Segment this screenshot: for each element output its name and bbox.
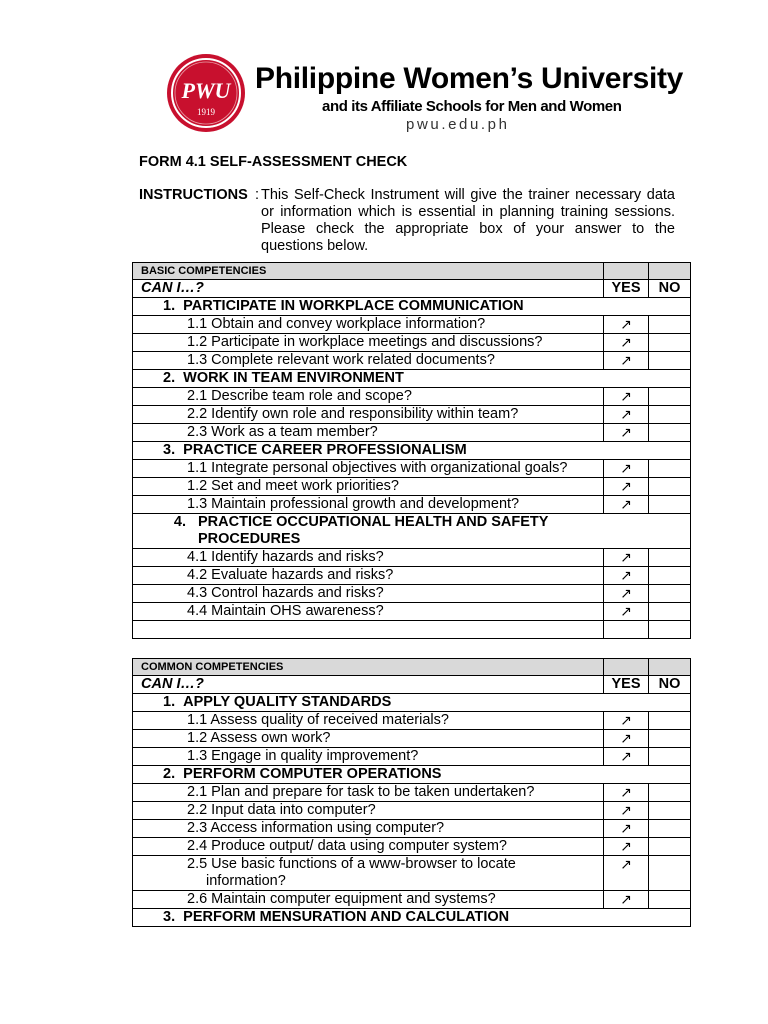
table-row <box>133 585 691 603</box>
section-heading: COMMON COMPETENCIES <box>133 659 604 676</box>
yes-checkbox[interactable]: ↗ <box>604 820 649 838</box>
group-title-line2: PROCEDURES <box>198 531 301 547</box>
question-text: 2.6 Maintain computer equipment and systems? <box>133 891 604 909</box>
question-text: 4.3 Control hazards and risks? <box>133 585 604 603</box>
group-heading-row <box>133 694 691 712</box>
instructions-text: This Self-Check Instrument will give the trainer necessary data or information which is essential in planning training sessions. Please check the appropriate box of your answer to the questions below. <box>261 187 675 254</box>
blank-row <box>133 621 691 639</box>
section-header-row <box>133 659 691 676</box>
no-checkbox[interactable] <box>649 334 691 352</box>
no-checkbox[interactable] <box>649 388 691 406</box>
table-row <box>133 820 691 838</box>
question-text: 2.2 Input data into computer? <box>133 802 604 820</box>
yes-checkbox[interactable]: ↗ <box>604 388 649 406</box>
question-text: 1.2 Assess own work? <box>133 730 604 748</box>
can-i-label: CAN I…? <box>133 280 604 298</box>
table-row <box>133 549 691 567</box>
svg-text:PWU: PWU <box>181 78 231 103</box>
table-row <box>133 334 691 352</box>
question-text: 1.1 Assess quality of received materials? <box>133 712 604 730</box>
group-number: 2. <box>163 370 176 386</box>
no-checkbox[interactable] <box>649 730 691 748</box>
yes-checkbox[interactable]: ↗ <box>604 316 649 334</box>
common-competencies-table <box>132 658 691 927</box>
no-checkbox[interactable] <box>649 856 691 891</box>
no-checkbox[interactable] <box>649 838 691 856</box>
table-row <box>133 496 691 514</box>
yes-checkbox[interactable]: ↗ <box>604 460 649 478</box>
yes-checkbox[interactable]: ↗ <box>604 567 649 585</box>
question-text: 2.1 Plan and prepare for task to be taken undertaken? <box>133 784 604 802</box>
question-text <box>133 856 604 891</box>
yes-checkbox[interactable]: ↗ <box>604 802 649 820</box>
question-text: 1.3 Maintain professional growth and development? <box>133 496 604 514</box>
no-checkbox[interactable] <box>649 585 691 603</box>
group-title-line1: PRACTICE OCCUPATIONAL HEALTH AND SAFETY <box>198 514 549 530</box>
group-title: WORK IN TEAM ENVIRONMENT <box>183 370 404 386</box>
no-checkbox[interactable] <box>649 567 691 585</box>
group-number: 4. <box>173 514 186 530</box>
yes-checkbox[interactable]: ↗ <box>604 352 649 370</box>
basic-competencies-table <box>132 262 691 639</box>
table-row <box>133 388 691 406</box>
column-header-row <box>133 676 691 694</box>
yes-checkbox[interactable]: ↗ <box>604 585 649 603</box>
group-heading-row <box>133 442 691 460</box>
question-text: 1.3 Engage in quality improvement? <box>133 748 604 766</box>
instructions <box>139 187 675 255</box>
no-checkbox[interactable] <box>649 460 691 478</box>
group-heading-row <box>133 370 691 388</box>
question-text: 1.3 Complete relevant work related documents? <box>133 352 604 370</box>
table-row <box>133 802 691 820</box>
form-title: FORM 4.1 SELF-ASSESSMENT CHECK <box>139 154 408 170</box>
group-title: PRACTICE CAREER PROFESSIONALISM <box>183 442 467 458</box>
yes-header: YES <box>604 280 649 298</box>
question-text: 2.1 Describe team role and scope? <box>133 388 604 406</box>
table-row <box>133 730 691 748</box>
table-row <box>133 712 691 730</box>
no-checkbox[interactable] <box>649 712 691 730</box>
no-checkbox[interactable] <box>649 496 691 514</box>
group-heading-row <box>133 514 691 549</box>
yes-checkbox[interactable]: ↗ <box>604 496 649 514</box>
no-checkbox[interactable] <box>649 549 691 567</box>
no-checkbox[interactable] <box>649 784 691 802</box>
yes-checkbox[interactable]: ↗ <box>604 549 649 567</box>
instructions-label: INSTRUCTIONS <box>139 187 248 203</box>
table-row <box>133 460 691 478</box>
yes-checkbox[interactable]: ↗ <box>604 891 649 909</box>
yes-checkbox[interactable]: ↗ <box>604 478 649 496</box>
question-text: 2.3 Work as a team member? <box>133 424 604 442</box>
can-i-label: CAN I…? <box>133 676 604 694</box>
no-checkbox[interactable] <box>649 802 691 820</box>
table-row <box>133 838 691 856</box>
table-row <box>133 406 691 424</box>
yes-checkbox[interactable]: ↗ <box>604 838 649 856</box>
section-header-row <box>133 263 691 280</box>
no-checkbox[interactable] <box>649 748 691 766</box>
yes-checkbox[interactable]: ↗ <box>604 748 649 766</box>
no-checkbox[interactable] <box>649 406 691 424</box>
table-row <box>133 424 691 442</box>
question-text: 2.2 Identify own role and responsibility within team? <box>133 406 604 424</box>
group-title: APPLY QUALITY STANDARDS <box>183 694 392 710</box>
table-row <box>133 891 691 909</box>
group-title: PERFORM MENSURATION AND CALCULATION <box>183 909 510 925</box>
question-text: 2.4 Produce output/ data using computer system? <box>133 838 604 856</box>
no-checkbox[interactable] <box>649 352 691 370</box>
question-text: 1.1 Integrate personal objectives with organizational goals? <box>133 460 604 478</box>
group-title: PERFORM COMPUTER OPERATIONS <box>183 766 442 782</box>
instructions-colon: : <box>255 187 260 203</box>
yes-checkbox[interactable]: ↗ <box>604 334 649 352</box>
table-row <box>133 316 691 334</box>
no-checkbox[interactable] <box>649 478 691 496</box>
pwu-seal-logo <box>166 53 246 133</box>
university-subtitle: and its Affiliate Schools for Men and Women <box>322 98 622 115</box>
question-text: 1.2 Set and meet work priorities? <box>133 478 604 496</box>
university-url: pwu.edu.ph <box>406 116 510 133</box>
yes-checkbox[interactable]: ↗ <box>604 730 649 748</box>
yes-checkbox[interactable]: ↗ <box>604 406 649 424</box>
table-row <box>133 603 691 621</box>
table-row <box>133 478 691 496</box>
yes-checkbox[interactable]: ↗ <box>604 603 649 621</box>
group-title: PARTICIPATE IN WORKPLACE COMMUNICATION <box>183 298 524 314</box>
group-heading-row <box>133 298 691 316</box>
university-name: Philippine Women’s University <box>255 62 684 95</box>
question-line2: information? <box>206 873 286 889</box>
yes-header: YES <box>604 676 649 694</box>
group-heading-row <box>133 909 691 927</box>
question-text: 4.4 Maintain OHS awareness? <box>133 603 604 621</box>
yes-checkbox[interactable]: ↗ <box>604 784 649 802</box>
section-heading: BASIC COMPETENCIES <box>133 263 604 280</box>
group-number: 2. <box>163 766 176 782</box>
svg-text:1919: 1919 <box>197 107 215 117</box>
table-row <box>133 856 691 891</box>
no-header: NO <box>649 280 691 298</box>
group-number: 1. <box>163 298 176 314</box>
no-checkbox[interactable] <box>649 820 691 838</box>
yes-checkbox[interactable]: ↗ <box>604 712 649 730</box>
group-number: 3. <box>163 442 176 458</box>
group-number: 3. <box>163 909 176 925</box>
yes-checkbox[interactable]: ↗ <box>604 424 649 442</box>
question-text: 1.1 Obtain and convey workplace information? <box>133 316 604 334</box>
question-line1: 2.5 Use basic functions of a www-browser to locate <box>187 856 516 872</box>
table-row <box>133 352 691 370</box>
column-header-row <box>133 280 691 298</box>
no-checkbox[interactable] <box>649 316 691 334</box>
no-checkbox[interactable] <box>649 891 691 909</box>
question-text: 2.3 Access information using computer? <box>133 820 604 838</box>
question-text: 1.2 Participate in workplace meetings and discussions? <box>133 334 604 352</box>
yes-checkbox[interactable]: ↗ <box>604 856 649 891</box>
group-number: 1. <box>163 694 176 710</box>
group-heading-row <box>133 766 691 784</box>
table-row <box>133 784 691 802</box>
table-row <box>133 567 691 585</box>
no-checkbox[interactable] <box>649 603 691 621</box>
no-checkbox[interactable] <box>649 424 691 442</box>
no-header: NO <box>649 676 691 694</box>
question-text: 4.1 Identify hazards and risks? <box>133 549 604 567</box>
table-row <box>133 748 691 766</box>
question-text: 4.2 Evaluate hazards and risks? <box>133 567 604 585</box>
